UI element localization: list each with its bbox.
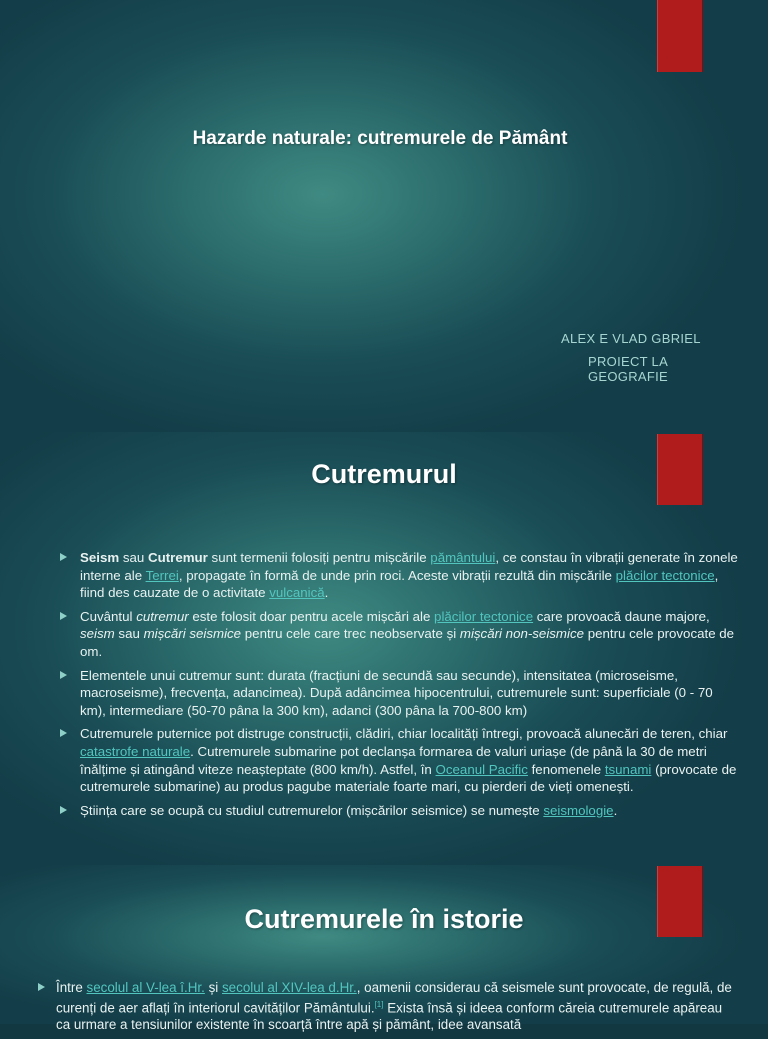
text: Exista însă și ideea conform căreia cutremurele apăreau ca urmare a tensiunilor existente în scoarță între apă și pământ, idee avansată xyxy=(56,1000,723,1033)
link-secolul-v[interactable]: secolul al V-lea î.Hr. xyxy=(86,980,205,995)
text: care provoacă daune majore, xyxy=(533,608,710,624)
text: Cutremurele puternice pot distruge construcții, clădiri, chiar localități întregi, provoacă alunecări de teren, chiar xyxy=(80,726,728,742)
list-item xyxy=(58,725,738,795)
list-item xyxy=(58,802,738,820)
list-item xyxy=(58,608,738,661)
text: , ce constau în vibrații generate în zonele interne ale xyxy=(80,550,738,583)
project-label-line2: GEOGRAFIE xyxy=(588,369,668,384)
triangle-bullet-icon xyxy=(60,553,67,561)
project-label-line1: PROIECT LA xyxy=(588,354,669,369)
link-secolul-xiv[interactable]: secolul al XIV-lea d.Hr. xyxy=(221,980,357,995)
presentation-title: Hazarde naturale: cutremurele de Pământ xyxy=(192,128,568,149)
title-slide xyxy=(0,0,768,432)
text: Între xyxy=(56,980,87,995)
link-placilor-tectonice[interactable]: plăcilor tectonice xyxy=(434,608,534,624)
project-label xyxy=(588,354,668,384)
text: sau xyxy=(119,550,149,565)
istorie-slide xyxy=(0,865,768,1033)
text: (provocate de cutremurele submarine) au produs pagube materiale foarte mari, cu pierderi de vieți omenești. xyxy=(80,761,737,795)
link-placilor-tectonice[interactable]: plăcilor tectonice xyxy=(615,567,715,583)
list-item xyxy=(36,979,736,1033)
italic-term: mișcări non-seismice xyxy=(459,626,585,642)
author-name: ALEX E VLAD GBRIEL xyxy=(561,331,701,346)
italic-term: seism xyxy=(80,626,115,642)
italic-term: cutremur xyxy=(136,608,189,624)
bullet-list xyxy=(36,979,736,1039)
link-oceanul-pacific[interactable]: Oceanul Pacific xyxy=(435,761,528,777)
bullet-list xyxy=(58,549,738,825)
triangle-bullet-icon xyxy=(60,671,67,679)
term-cutremur: Cutremur xyxy=(148,550,208,565)
italic-term: mișcări seismice xyxy=(143,626,242,642)
text: și xyxy=(204,980,222,995)
text: . xyxy=(613,802,618,818)
link-pamantului[interactable]: pământului xyxy=(430,550,496,565)
red-accent-tab xyxy=(657,0,703,72)
text: , fiind des cauzate de o activitate xyxy=(80,567,719,601)
cutremurul-slide xyxy=(0,432,768,865)
text: . xyxy=(324,585,329,601)
text: Cuvântul xyxy=(80,608,137,624)
list-item xyxy=(58,667,738,720)
link-tsunami[interactable]: tsunami xyxy=(604,761,652,777)
text: , propagate în formă de unde prin roci. Aceste vibrații rezultă din mișcările xyxy=(178,567,616,583)
list-item xyxy=(58,549,738,602)
link-terrei[interactable]: Terrei xyxy=(145,567,179,583)
text: Elementele unui cutremur sunt: durata (fracțiuni de secundă sau secunde), intensitatea (microseisme, macroseisme), frecvența, adancimea). După adâncimea hipocentrului, cutremurele sunt: superficiale (0 - 70 km), intermediare (50-70 pâna la 300 km), adanci (300 pâna la 700-800 km) xyxy=(80,667,713,718)
triangle-bullet-icon xyxy=(60,806,67,814)
triangle-bullet-icon xyxy=(38,983,45,991)
triangle-bullet-icon xyxy=(60,612,67,620)
footnote-reference[interactable]: [1] xyxy=(374,1000,384,1009)
text: sau xyxy=(114,626,144,642)
text: Știința care se ocupă cu studiul cutremurelor (mișcărilor seismice) se numește xyxy=(80,802,544,818)
link-seismologie[interactable]: seismologie xyxy=(543,802,614,818)
slide-heading: Cutremurele în istorie xyxy=(244,904,524,934)
text: , oamenii considerau că seismele sunt provocate, de regulă, de curenți de aer aflați în interiorul cavităților Pământului. xyxy=(56,980,732,1016)
text: sunt termenii folosiți pentru mișcările xyxy=(207,550,431,565)
text: fenomenele xyxy=(527,761,605,777)
link-vulcanica[interactable]: vulcanică xyxy=(269,585,325,601)
text: . Cutremurele submarine pot declanșa formarea de valuri uriașe (de până la 30 de metri înălțime și atingând viteze neașteptate (800 km/h). Astfel, în xyxy=(80,743,707,777)
term-seism: Seism xyxy=(80,550,120,565)
slide-heading: Cutremurul xyxy=(311,459,457,489)
text: pentru cele care trec neobservate și xyxy=(241,626,460,642)
triangle-bullet-icon xyxy=(60,729,67,737)
text: este folosit doar pentru acele mișcări ale xyxy=(188,608,435,624)
link-catastrofe-naturale[interactable]: catastrofe naturale xyxy=(80,743,191,759)
text: pentru cele provocate de om. xyxy=(80,626,735,659)
